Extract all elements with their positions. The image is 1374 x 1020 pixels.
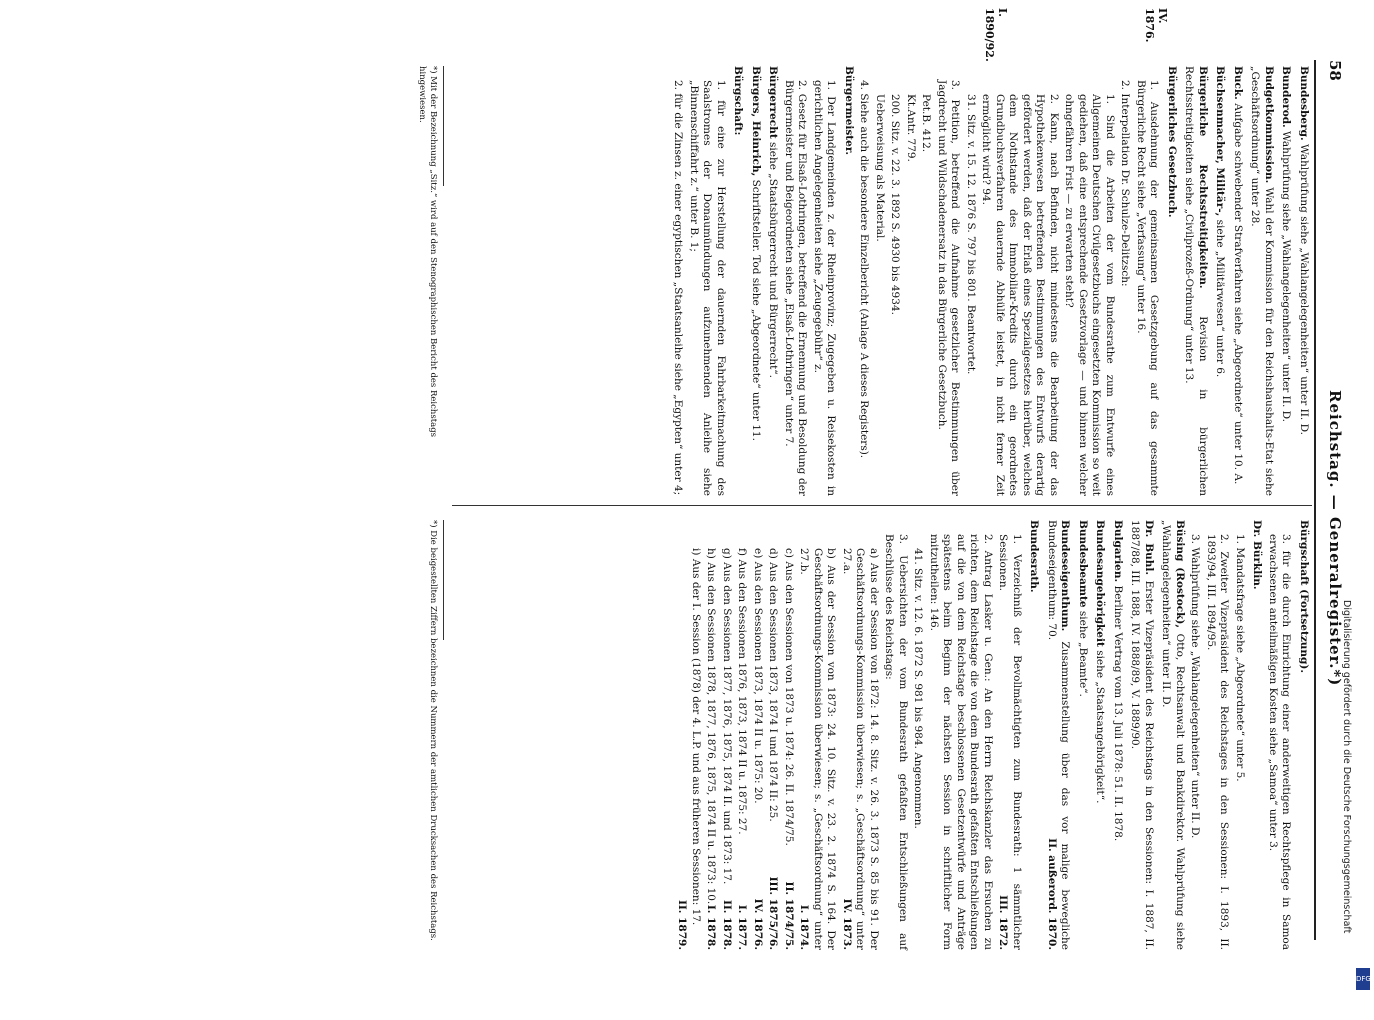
entry-number: 3.	[1189, 534, 1202, 545]
left-entry	[1134, 80, 1161, 496]
entry-text: siehe „Militärwesen“ unter 6.	[1214, 219, 1227, 378]
entry-text: für die durch Einrichtung einer anderweitigen Rechtspflege in Samoa erwachsenen anteilmäßigen Kosten siehe „Samoa“ unter 3.	[1267, 534, 1293, 950]
entry-lemma: Bundeseigenthum.	[1059, 520, 1072, 632]
entry-lemma: Bürgerliches Gesetzbuch.	[1166, 66, 1178, 218]
right-entry	[1128, 520, 1155, 950]
entry-text: Aufgabe schwebender Strafverfahren siehe „Abgeordnete“ unter 10. A.	[1232, 103, 1244, 485]
entry-text: Wahlprüfung siehe „Wahlangelegenheiten“ unter II. D.	[1280, 131, 1293, 423]
entry-text: Ausdehnung der gemeinsamen Gesetzgebung auf das gesammte Bürgerliche Recht siehe „Verfassung“ unter 16.	[1135, 80, 1161, 496]
entry-number: 2.	[672, 80, 685, 91]
entry-lemma: Büsing (Rostock),	[1174, 520, 1186, 629]
left-entry	[1182, 66, 1209, 496]
left-entry	[964, 94, 978, 496]
entry-session-note: III. 1875/76.	[767, 876, 780, 950]
entry-text: 41. Sitz. v. 12. 6. 1872 S. 981 bis 984. Angenommen.	[912, 548, 925, 829]
left-entry	[904, 94, 918, 496]
right-entry	[766, 548, 780, 950]
right-entry	[1266, 534, 1293, 950]
entry-lemma: Bürgschaft:	[732, 66, 745, 136]
entry-number: 3.	[949, 80, 962, 91]
entry-text: Mandatsfrage siehe „Abgeordnete“ unter 5.	[1234, 547, 1246, 782]
right-entry	[927, 534, 995, 950]
right-entry	[911, 548, 925, 950]
entry-session-note: I. 1878.	[705, 904, 718, 950]
entry-number: 2.	[1048, 94, 1060, 105]
left-entry	[749, 66, 763, 496]
entry-lemma: Bürgers, Heinrich,	[750, 66, 762, 177]
entry-text: Wahl der Kommission für den Reichshaushalts-Etat siehe „Geschäftsordnung“ unter 28.	[1249, 66, 1275, 496]
right-entry	[1204, 534, 1231, 950]
entry-text: 200. Sitz. v. 22. 3. 1892 S. 4930 bis 4934.	[889, 94, 902, 315]
entry-lemma: Buck.	[1232, 66, 1244, 100]
left-entry	[1231, 66, 1245, 496]
entry-session-note: I. 1877.	[736, 904, 749, 950]
entry-text: Aus der Session von 1873: 24. 10. Sitz. v. 23. 2. 1874 S. 164. Der Geschäftsordnungs-Kommission überwiesen; s. „Geschäftsordnung“ unter 27.b.	[798, 548, 838, 950]
left-entry	[888, 94, 902, 496]
right-entry	[720, 548, 734, 950]
entry-number: 1.	[1148, 80, 1161, 91]
left-entry	[919, 94, 933, 496]
entry-lemma: Bürgerrecht	[767, 66, 780, 139]
entry-number: d)	[767, 548, 780, 559]
entry-text: Petition, betreffend die Aufnahme gesetzlicher Bestimmungen über Jagdrecht und Wildschadenersatz in das Bürgerliche Gesetzbuch.	[936, 80, 962, 496]
entry-number: 3.	[1280, 534, 1293, 545]
entry-number: 1.	[1104, 94, 1116, 105]
entry-text: Aus den Sessionen 1876, 1873, 1874 II u. 1875: 27.	[736, 559, 749, 835]
entry-lemma: Büchsenmacher, Militär-,	[1214, 66, 1227, 217]
left-entry	[1062, 94, 1116, 496]
entry-number: 3.	[897, 534, 909, 545]
dfg-caption: Digitalisierung gefördert durch die Deutsche Forschungsgemeinschaft	[1341, 600, 1352, 934]
right-entry	[735, 548, 749, 950]
entry-text: siehe „Staatsangehörigkeit“.	[1094, 650, 1107, 804]
entry-text: Antrag Lasker u. Gen.: An den Herrn Reichskanzler das Ersuchen zu richten, dem Reichstage die von dem Bundesrath gefaßten Entschließungen auf die von dem Reichstage beschlossenen Gesetzentwürfe und Anträge spätestens beim Beginn der nächsten Session in schriftlicher Form mitzutheilen: 146.	[928, 534, 994, 950]
entry-number: c)	[783, 548, 795, 558]
entry-lemma: Bundesberg.	[1298, 66, 1310, 141]
entry-number: 1.	[1011, 534, 1023, 545]
entry-number: f)	[736, 548, 749, 556]
entry-text: 31. Sitz. v. 15. 12. 1876 S. 797 bis 801. Beantwortet.	[965, 94, 977, 375]
left-entry	[873, 94, 887, 496]
entry-lemma: Bürgermeister.	[843, 66, 855, 156]
left-entry	[857, 80, 871, 496]
entry-text: Aus den Sessionen 1877, 1876, 1875, 1874 II. und 1873: 17.	[721, 562, 733, 885]
entry-text: für die Zinsen z. einer egyptischen „Staatsanleihe siehe „Egypten“ unter 4;	[672, 93, 685, 496]
entry-text: Aus der I. Session (1878) der 4. L.P. und aus früheren Sessionen: 17.	[690, 558, 702, 926]
entry-text: Sind die Arbeiten der vom Bundesrathe zum Entwurfe eines Allgemeinen Deutschen Civilgesetzbuchs eingesetzten Kommission so weit gediehen, daß eine entsprechende Gesetzvorlage — und binnen welcher ohngefähren Frist — zu erwarten steht?	[1063, 94, 1116, 497]
left-entry	[671, 80, 685, 496]
entry-text: Interpellation Dr. Schulze-Delitzsch:	[1119, 93, 1132, 287]
entry-text: Revision in bürgerlichen Rechtsstreitigkeiten siehe „Civilprozeß-Ordnung“ unter 13.	[1183, 66, 1209, 496]
left-entry	[1213, 66, 1227, 496]
entry-text: Der Landgemeinden z. der Rheinprovinz; Zugegeben u. Reisekosten in gerichtlichen Angelegenheiten siehe „Zeugegebühr“ z.	[812, 80, 838, 497]
right-entry	[704, 548, 718, 950]
entry-lemma: Bürgerliche Rechtsstreitigkeiten.	[1197, 66, 1209, 289]
left-entry	[766, 66, 780, 496]
entry-text: Zweiter Vizepräsident des Reichstages in den Sessionen: I. 1893, II. 1893/94, III. 1894/95.	[1205, 534, 1231, 950]
entry-lemma: Bundesbeamte	[1077, 520, 1089, 608]
entry-text: Aus der Session von 1872: 14. 8. Sitz. v. 26. 3. 1873 S. 85 bis 91. Der Geschäftsordnungs-Kommission überwiesen; s. „Geschäftsordnung“ unter 27.a.	[841, 548, 880, 950]
entry-text: Aus den Sessionen von 1873 u. 1874: 26. II. 1874/75.	[783, 561, 795, 846]
right-entry	[782, 548, 796, 950]
entry-text: siehe „Beamte“.	[1077, 610, 1089, 697]
entry-text: Uebersichten der vom Bundesrath gefaßten Entschließungen auf Beschlüsse des Reichstags:	[883, 534, 909, 951]
entry-text: Erster Vizepräsident des Reichstags in den Sessionen: I. 1887, II. 1887/88, III. 1888, IV. 1888/89, V. 1889/90.	[1129, 520, 1155, 950]
entry-text: Berliner Vertrag vom 13. Juli 1878: 51. II. 1878.	[1112, 585, 1124, 842]
entry-session-note: II. 1874/75.	[783, 881, 795, 950]
left-entry	[811, 80, 838, 496]
right-entry	[1093, 520, 1107, 950]
entry-number: b)	[825, 548, 838, 559]
left-entry	[782, 80, 809, 496]
right-entry	[1159, 520, 1186, 950]
entry-number: 1.	[715, 80, 727, 91]
left-entry	[1279, 66, 1293, 496]
right-entry	[1233, 534, 1247, 950]
right-column	[675, 520, 1310, 950]
left-column	[669, 66, 1310, 496]
entry-number: h)	[705, 548, 718, 559]
entry-lemma: Bundesangehörigkeit	[1094, 520, 1107, 647]
right-entry	[882, 534, 909, 950]
entry-text: Kann, nach Befinden, nicht mindestens die Bearbeitung der das Hypothekenwesen betreffenden Bestimmungen des Entwurfs derartig gefördert werden, daß der Erlaß eines Spezialgesetzes hierüber, welches dem Nothstande des Immobiliar-Kredits durch ein geordnetes Grundbuchsverfahren dauernde Abhülfe leistet, in nicht ferner Zeit ermöglicht wird? 94.	[980, 94, 1060, 496]
right-entry	[676, 548, 703, 950]
entry-session-note: II. 1879.	[676, 899, 689, 950]
right-entry	[1111, 520, 1125, 950]
entry-number: 4.	[858, 80, 871, 91]
left-entry	[979, 94, 1060, 496]
left-entry	[1165, 66, 1179, 496]
margin-session-note: I. 1890/92.	[983, 8, 1009, 62]
entry-session-note: II. außerord. 1870.	[1046, 838, 1058, 950]
entry-text: Ueberweisung als Material.	[874, 94, 886, 242]
entry-text: Aus den Sessionen 1873, 1874 II u. 1875: 20.	[752, 561, 764, 804]
entry-session-note: IV. 1876.	[752, 898, 764, 950]
right-entry	[1076, 520, 1090, 950]
entry-lemma: Bulgarien.	[1112, 520, 1124, 583]
dfg-logo: DFG	[1356, 968, 1370, 990]
entry-number: 2.	[1119, 80, 1132, 91]
entry-number: 2.	[1218, 534, 1231, 545]
left-footnote: *) Mit der Bezeichnung „Sitz.“ wird auf den Stenographischen Bericht des Reichstags hingewiesen.	[417, 66, 438, 438]
right-entry	[996, 534, 1023, 950]
entry-text: Verzeichniß der Bevollmächtigten zum Bundesrath: 1 sämmtlicher Sessionen.	[997, 534, 1023, 951]
entry-text: Schriftsteller. Tod siehe „Abgeordnete“ unter 11.	[750, 179, 762, 441]
right-entry	[1297, 520, 1311, 950]
margin-session-note: IV. 1876.	[1143, 8, 1169, 43]
right-entry	[797, 548, 838, 950]
right-footnote: *) Die beigestellten Ziffern bezeichnen die Nummern der amtlichen Drucksachen des Reichstags.	[428, 520, 438, 941]
left-entry	[1118, 80, 1132, 496]
entry-lemma: Budgetkommission.	[1263, 66, 1275, 184]
right-entry	[1027, 520, 1041, 950]
left-entry	[935, 80, 962, 496]
left-footnote-rule	[443, 66, 444, 186]
entry-text: für eine zur Herstellung der dauernden Fahrbarkeitmachung des Saalstromes der Donaumündungen aufzunehmenden Anleihe siehe „Binnenschiffahrt z.“ unter B. 1;	[688, 80, 727, 496]
entry-session-note: IV. 1873.	[841, 898, 853, 950]
right-entry	[1188, 534, 1202, 950]
entry-text: Wahlprüfung siehe „Wahlangelegenheiten“ unter II. D.	[1298, 143, 1310, 435]
entry-text: siehe „Staatsbürgerrecht und Bürgerrecht“.	[767, 142, 780, 379]
entry-text: Aus den Sessionen 1873, 1874 I und 1874 II: 25.	[767, 562, 780, 822]
right-entry	[751, 548, 765, 950]
entry-text: Zusammenstellung über das vor malige bewegliche Bundeseigenthum: 70.	[1046, 520, 1072, 950]
header-rule	[1314, 60, 1316, 940]
left-entry	[687, 80, 728, 496]
right-entry	[1250, 520, 1264, 950]
left-entry	[1248, 66, 1275, 496]
entry-text: Siehe auch die besondere Einzelbericht (Anlage A dieses Registers).	[858, 93, 871, 459]
page-number: 58	[1326, 60, 1344, 81]
entry-text: Otto, Rechtsanwalt und Bankdirektor. Wahlprüfung siehe „Wahlangelegenheiten“ unter II. D.	[1160, 520, 1186, 950]
right-footnote-rule	[443, 520, 444, 640]
right-entry	[840, 548, 881, 950]
left-entry	[731, 66, 745, 496]
left-entry	[1297, 66, 1311, 496]
left-entry	[842, 66, 856, 496]
right-entry	[1045, 520, 1072, 950]
entry-number: a)	[868, 548, 880, 559]
entry-number: 1.	[1234, 534, 1246, 545]
column-divider	[452, 505, 1312, 506]
entry-session-note: III. 1872.	[997, 895, 1010, 950]
entry-number: i)	[690, 548, 702, 556]
entry-number: e)	[752, 548, 764, 559]
entry-lemma: Dr. Bürklin.	[1251, 520, 1264, 590]
entry-text: Pet.B. 412.	[920, 94, 933, 153]
entry-text: Kt.Antr. 779.	[905, 94, 917, 162]
entry-number: g)	[721, 548, 733, 559]
entry-session-note: II. 1878.	[721, 899, 733, 950]
entry-number: 2.	[982, 534, 994, 545]
entry-session-note: I. 1874.	[798, 904, 811, 950]
entry-lemma: Bunderod.	[1280, 66, 1293, 128]
entry-lemma: Bundesrath.	[1028, 520, 1041, 593]
entry-text: Aus den Sessionen 1878, 1877, 1876, 1875, 1874 II u. 1873: 10.	[705, 562, 718, 905]
entry-lemma: Dr. Buhl.	[1143, 520, 1155, 576]
entry-text: Gesetz für Elsaß-Lothringen, betreffend die Ernennung und Besoldung der Bürgermeister und Beigeordneten siehe „Elsaß-Lothringen“ unter 7.	[783, 80, 809, 496]
page-title: Reichstag. — Generalregister.*)	[1326, 390, 1344, 687]
entry-lemma: Bürgschaft (Fortsetzung).	[1298, 520, 1310, 674]
entry-text: Wahlprüfung siehe „Wahlangelegenheiten“ unter II. D.	[1189, 547, 1202, 839]
entry-number: 2.	[796, 80, 809, 91]
entry-number: 1.	[825, 80, 838, 91]
